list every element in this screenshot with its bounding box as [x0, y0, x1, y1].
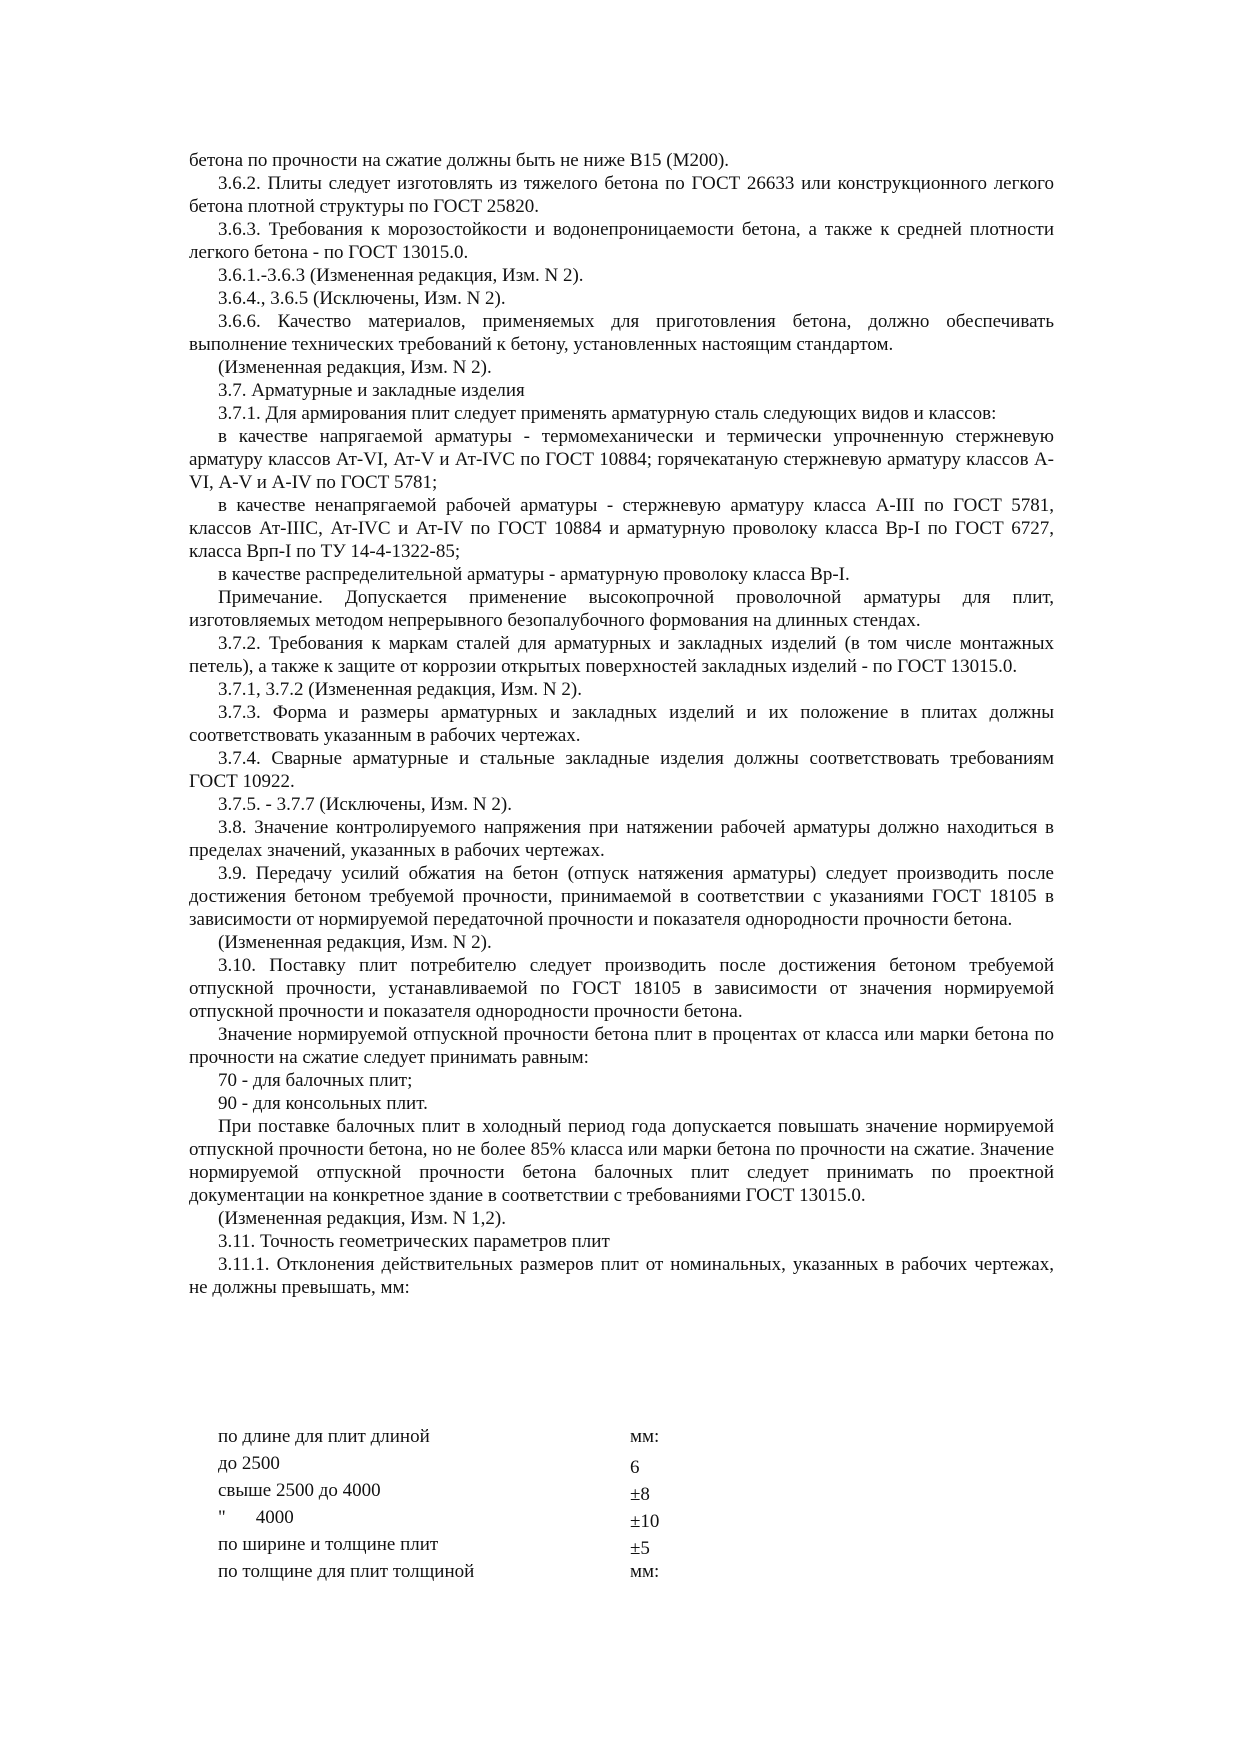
ditto-mark: "	[218, 1507, 226, 1528]
table-cell-value: ±8	[630, 1484, 650, 1505]
tolerance-table	[218, 1425, 738, 1587]
paragraph: 3.8. Значение контролируемого напряжения при натяжении рабочей арматуры должно находиться в пределах значений, указанных в рабочих чертежах.	[189, 817, 1054, 861]
table-cell-label: до 2500	[218, 1453, 280, 1474]
paragraph: (Измененная редакция, Изм. N 2).	[218, 932, 492, 953]
table-cell-value: 6	[630, 1457, 640, 1478]
paragraph: 70 - для балочных плит;	[218, 1070, 413, 1091]
paragraph: (Измененная редакция, Изм. N 2).	[218, 357, 492, 378]
paragraph: 3.10. Поставку плит потребителю следует производить после достижения бетоном требуемой отпускной прочности, устанавливаемой по ГОСТ 18105 в зависимости от значения нормируемой отпускной прочности и показателя однородности прочности бетона.	[189, 955, 1054, 1022]
paragraph: 3.7.1. Для армирования плит следует применять арматурную сталь следующих видов и классов:	[218, 403, 997, 424]
table-row	[218, 1479, 738, 1506]
table-cell-label: по ширине и толщине плит	[218, 1534, 439, 1555]
paragraph: Значение нормируемой отпускной прочности бетона плит в процентах от класса или марки бетона по прочности на сжатие следует принимать равным:	[189, 1024, 1054, 1068]
table-row	[218, 1506, 738, 1533]
paragraph: бетона по прочности на сжатие должны быть не ниже В15 (М200).	[189, 150, 730, 171]
table-cell-value: мм:	[630, 1426, 660, 1447]
note: Примечание. Допускается применение высокопрочной проволочной арматуры для плит, изготовляемых методом непрерывного безопалубочного формования на длинных стендах.	[189, 587, 1054, 631]
paragraph: 3.6.6. Качество материалов, применяемых для приготовления бетона, должно обеспечивать выполнение технических требований к бетону, установленных настоящим стандартом.	[189, 311, 1054, 355]
section-heading: 3.11. Точность геометрических параметров плит	[218, 1231, 610, 1252]
paragraph: 90 - для консольных плит.	[218, 1093, 428, 1114]
document-body	[189, 149, 1054, 1299]
table-row	[218, 1533, 738, 1560]
table-cell-label-text: 4000	[255, 1507, 294, 1528]
paragraph: 3.7.5. - 3.7.7 (Исключены, Изм. N 2).	[218, 794, 512, 815]
table-cell-value: мм:	[630, 1561, 660, 1582]
paragraph: 3.6.3. Требования к морозостойкости и водонепроницаемости бетона, а также к средней плотности легкого бетона - по ГОСТ 13015.0.	[189, 219, 1054, 263]
table-row	[218, 1425, 738, 1452]
paragraph: 3.11.1. Отклонения действительных размеров плит от номинальных, указанных в рабочих чертежах, не должны превышать, мм:	[189, 1254, 1054, 1298]
table-cell-label: свыше 2500 до 4000	[218, 1480, 381, 1501]
paragraph: (Измененная редакция, Изм. N 1,2).	[218, 1208, 506, 1229]
paragraph: в качестве распределительной арматуры - арматурную проволоку класса Вр-I.	[218, 564, 850, 585]
table-cell-value: ±5	[630, 1538, 650, 1559]
table-cell-value: ±10	[630, 1511, 660, 1532]
table-row	[218, 1560, 738, 1587]
table-cell-label: по толщине для плит толщиной	[218, 1561, 475, 1582]
paragraph: При поставке балочных плит в холодный период года допускается повышать значение нормируемой отпускной прочности бетона, но не более 85% класса или марки бетона по прочности на сжатие. Значение нормируемой отпускной прочности бетона балочных плит следует принимать по проектной документации на конкретное здание в соответствии с требованиями ГОСТ 13015.0.	[189, 1116, 1054, 1206]
table-cell-label	[218, 1506, 630, 1529]
paragraph: 3.6.4., 3.6.5 (Исключены, Изм. N 2).	[218, 288, 506, 309]
table-cell-label: по длине для плит длиной	[218, 1426, 430, 1447]
table-row	[218, 1452, 738, 1479]
section-heading: 3.7. Арматурные и закладные изделия	[218, 380, 525, 401]
paragraph: 3.7.2. Требования к маркам сталей для арматурных и закладных изделий (в том числе монтажных петель), а также к защите от коррозии открытых поверхностей закладных изделий - по ГОСТ 13015.0.	[189, 633, 1054, 677]
paragraph: 3.6.1.-3.6.3 (Измененная редакция, Изм. N 2).	[218, 265, 584, 286]
paragraph: в качестве напрягаемой арматуры - термомеханически и термически упрочненную стержневую арматуру классов Ат-VI, Ат-V и Ат-IVС по ГОСТ 10884; горячекатаную стержневую арматуру классов А-VI, А-V и А-IV по ГОСТ 5781;	[189, 426, 1054, 493]
paragraph: 3.7.4. Сварные арматурные и стальные закладные изделия должны соответствовать требованиям ГОСТ 10922.	[189, 748, 1054, 792]
paragraph: 3.6.2. Плиты следует изготовлять из тяжелого бетона по ГОСТ 26633 или конструкционного легкого бетона плотной структуры по ГОСТ 25820.	[189, 173, 1054, 217]
paragraph: 3.9. Передачу усилий обжатия на бетон (отпуск натяжения арматуры) следует производить после достижения бетоном требуемой прочности, принимаемой в соответствии с указаниями ГОСТ 18105 в зависимости от нормируемой передаточной прочности и показателя однородности прочности бетона.	[189, 863, 1054, 930]
paragraph: 3.7.1, 3.7.2 (Измененная редакция, Изм. N 2).	[218, 679, 582, 700]
paragraph: 3.7.3. Форма и размеры арматурных и закладных изделий и их положение в плитах должны соответствовать указанным в рабочих чертежах.	[189, 702, 1054, 746]
paragraph: в качестве ненапрягаемой рабочей арматуры - стержневую арматуру класса А-III по ГОСТ 5781, классов Ат-IIIС, Ат-IVС и Ат-IV по ГОСТ 10884 и арматурную проволоку класса Вр-I по ГОСТ 6727, класса Врп-I по ТУ 14-4-1322-85;	[189, 495, 1054, 562]
